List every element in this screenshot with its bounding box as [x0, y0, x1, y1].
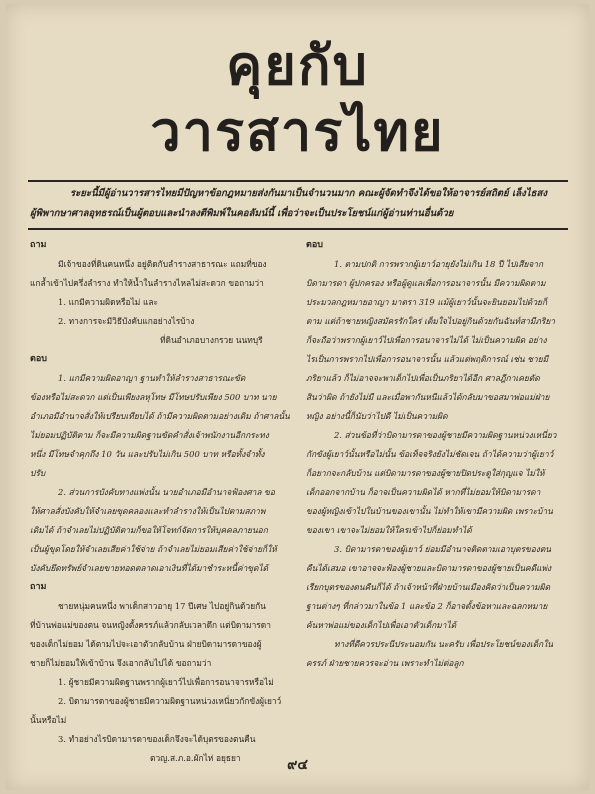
intro-line: ระยะนี้มีผู้อ่านวารสารไทยมีปัญหาข้อกฎหมายส่งกันมาเป็นจำนวนมาก คณะผู้จัดทำจึงได้ขอให้อาจารย์สถิตย์ เล็งไธสง	[70, 188, 548, 199]
text-line: หญิง อย่างนี้ก็นับว่าไปดี ไม่เป็นความผิด	[306, 411, 448, 421]
text-line: ให้ศาลสั่งบังคับให้จำเลยขุดคลองและทำลำรางให้เป็นไปตามสภาพ	[30, 506, 266, 516]
text-line: ของเขา เขาจะไม่ยอมให้ใครเข้าไปก็ย่อมทำได้	[306, 525, 472, 535]
page-title-line-1: คุยกับ	[226, 34, 369, 97]
text-line: ชายหนุ่มคนหนึ่ง พาเด็กสาวอายุ 17 ปีเศษ ไปอยู่กินด้วยกัน	[58, 601, 266, 611]
text-line: 1. แกมีความผิดหรือไม่ และ	[58, 297, 158, 307]
text-line: เด็กออกจากบ้าน ก็อาจเป็นความผิดได้ หากที่ไม่ยอมให้บิดามารดา	[306, 487, 541, 497]
text-line: 2. บิดามารดาของผู้ชายมีความผิดฐานหน่วงเหนี่ยวกักขังผู้เยาว์	[58, 696, 282, 706]
text-line: บิดามารดา ผู้ปกครอง หรือผู้ดูแลเพื่อการอนาจารนั้น มีความผิดตาม	[306, 278, 546, 288]
text-line: ที่บ้านพ่อแม่ของตน จนหญิงตั้งครรภ์แล้วกลับเวลาดึก แต่บิดามารดา	[30, 620, 271, 630]
text-line: ข้องหรือไม่สะดวก แต่เป็นเพียงลหุโทษ มีโทษปรับเพียง 500 บาท นาย	[30, 392, 277, 402]
section-label: ตอบ	[306, 240, 323, 250]
text-line: ของผู้หญิงเข้าไปในบ้านของเขานั้น ไม่ทำให้เขามีความผิด เพราะบ้าน	[306, 506, 553, 516]
page-number: ๙๔	[287, 757, 308, 773]
text-line: 1. แกมีความผิดอาญา ฐานทำให้ลำรางสาธารณะขัด	[58, 373, 246, 383]
magazine-page	[6, 4, 589, 790]
text-line: สินว่าผิด ถ้ายังไม่มี และเมื่อพากันหนีแล้วได้กลับมาขอสมาพ่อแม่ฝ่าย	[306, 392, 550, 402]
text-line: 3. ทำอย่างไรบิดามารดาของเด็กจึงจะได้บุตรของตนคืน	[58, 734, 256, 744]
text-line: ตาม แต่ถ้าชายหญิงสมัครรักใคร่ เต็มใจไปอยู่กินด้วยกันฉันท์สามีภริยา	[306, 316, 555, 326]
bottom-divider	[28, 228, 568, 230]
text-line: ของเด็กไม่ยอม ได้ตามไปจะเอาตัวกลับบ้าน ฝ่ายบิดามารดาของผู้	[30, 639, 262, 649]
text-line: ก็อยากจะกลับบ้าน แต่บิดามารดาของผู้ชายปิดประตูใส่กุญแจ ไม่ให้	[306, 468, 545, 478]
text-line: ประมวลกฎหมายอาญา มาตรา 319 แม้ผู้เยาว์นั้นจะยินยอมไปด้วยก็	[306, 297, 548, 307]
text-line: ชายก็ไม่ยอมให้เข้าบ้าน จึงเอากลับไปได้ ขอถามว่า	[30, 658, 212, 668]
text-line: ทางที่ดีควรประนีประนอมกัน นะครับ เพื่อประโยชน์ของเด็กใน	[334, 639, 554, 649]
page-title-line-2: วารสารไทย	[150, 100, 445, 163]
text-line: อำเภอมีอำนาจสั่งให้เปรียบเทียบได้ ถ้ามีความผิดตามอย่างเดิม ถ้าศาลนั้น	[30, 411, 290, 421]
top-divider	[28, 180, 568, 182]
intro-paragraph	[30, 184, 566, 224]
text-line: ตวญ.ส.ภ.อ.ผักไห่ อยุธยา	[150, 753, 241, 763]
right-column	[306, 236, 568, 673]
text-line: หนึ่ง มีโทษจำคุกถึง 10 วัน และปรับไม่เกิน 500 บาท หรือทั้งจำทั้ง	[30, 449, 265, 459]
text-line: ฐานต่างๆ ที่กล่าวมาในข้อ 1 และข้อ 2 ก็อาจตั้งข้อหาและฉลกหมาย	[306, 601, 548, 611]
text-line: คืนได้เสมอ เขาอาจจะฟ้องผู้ชายและบิดามารดาของผู้ชายเป็นคดีแพ่ง	[306, 563, 552, 573]
text-line: 1. ตามปกติ การพรากผู้เยาว์อายุยังไม่เกิน 18 ปี ไปเสียจาก	[334, 259, 544, 269]
text-line: 2. ส่วนการบังคับทางแพ่งนั้น นายอำเภอมีอำนาจฟ้องศาล ขอ	[58, 487, 275, 497]
text-line: 2. ส่วนข้อที่ว่าบิดามารดาของผู้ชายมีความผิดฐานหน่วงเหนี่ยว	[334, 430, 557, 440]
text-line: เดิมได้ ถ้าจำเลยไม่ปฏิบัติตามก็ขอให้โจทก์จัดการให้บุคคลภายนอก	[30, 525, 268, 535]
intro-line: ผู้พิพากษาศาลอุทธรณ์เป็นผู้ตอบและนำลงตีพิมพ์ในคอลัมน์นี้ เพื่อว่าจะเป็นประโยชน์แก่ผู้อ่านท่านอื่นด้วย	[30, 208, 454, 219]
text-line: เป็นผู้ขุดโดยให้จำเลยเสียค่าใช้จ่าย ถ้าจำเลยไม่ยอมเสียค่าใช้จ่ายก็ให้	[30, 544, 277, 554]
text-line: ก็จะถือว่าพรากผู้เยาว์ไปเพื่อการอนาจารไม่ได้ ไม่เป็นความผิด อย่าง	[306, 335, 547, 345]
text-line: นั้นหรือไม่	[30, 715, 67, 725]
text-line: 1. ผู้ชายมีความผิดฐานพรากผู้เยาว์ไปเพื่อการอนาจารหรือไม่	[58, 677, 274, 687]
section-label: ถาม	[30, 582, 47, 592]
text-line: 3. บิดามารดาของผู้เยาว์ ย่อมมีอำนาจติดตามเอาบุตรของตน	[334, 544, 552, 554]
text-line: 2. ทางการจะมีวิธีบังคับแกอย่างไรบ้าง	[58, 316, 195, 326]
text-line: ไม่ยอมปฏิบัติตาม ก็จะมีความผิดฐานขัดคำสั่งเจ้าพนักงานอีกกระทง	[30, 430, 269, 440]
text-line: ไรเป็นการพรากไปเพื่อการอนาจารนั้น แล้วแต่พฤติการณ์ เช่น ชายมี	[306, 354, 549, 364]
text-line: ภริยาแล้ว ก็ไม่อาจจะพาเด็กไปเพื่อเป็นภริยาได้อีก ศาลฎีกาเคยตัด	[306, 373, 540, 383]
text-line: มีเจ้าของที่ดินคนหนึ่ง อยู่ติดกับลำรางสาธารณะ แถมที่ของ	[58, 259, 267, 269]
text-line: แกล้ำเข้าไปครึ่งลำราง ทำให้น้ำในลำรางไหลไม่สะดวก ขอถามว่า	[30, 278, 264, 288]
text-line: ที่ดินอำเภอบางกรวย นนทบุรี	[160, 335, 263, 345]
text-line: บังคับยึดทรัพย์จำเลยขายทอดตลาดเอาเงินที่ได้มาชำระหนี้ค่าขุดได้	[30, 563, 269, 573]
section-label: ถาม	[30, 240, 47, 250]
text-line: กักขังผู้เยาว์นั้นหรือไม่นั้น ข้อเท็จจริงยังไม่ชัดเจน ถ้าได้ความว่าผู้เยาว์	[306, 449, 554, 459]
text-line: ปรับ	[30, 468, 46, 478]
left-column	[30, 236, 292, 768]
text-line: เรียกบุตรของตนคืนก็ได้ ถ้าเจ้าหน้าที่ฝ่ายบ้านเมืองคิดว่าเป็นความผิด	[306, 582, 551, 592]
text-line: ครรภ์ ฝ่ายชายควรจะอ่าน เพราะทำไม่ต่อลูก	[306, 658, 464, 668]
section-label: ตอบ	[30, 354, 47, 364]
text-line: ค้นหาพ่อแม่ของเด็กไปเพื่อเอาตัวเด็กมาได้	[306, 620, 457, 630]
